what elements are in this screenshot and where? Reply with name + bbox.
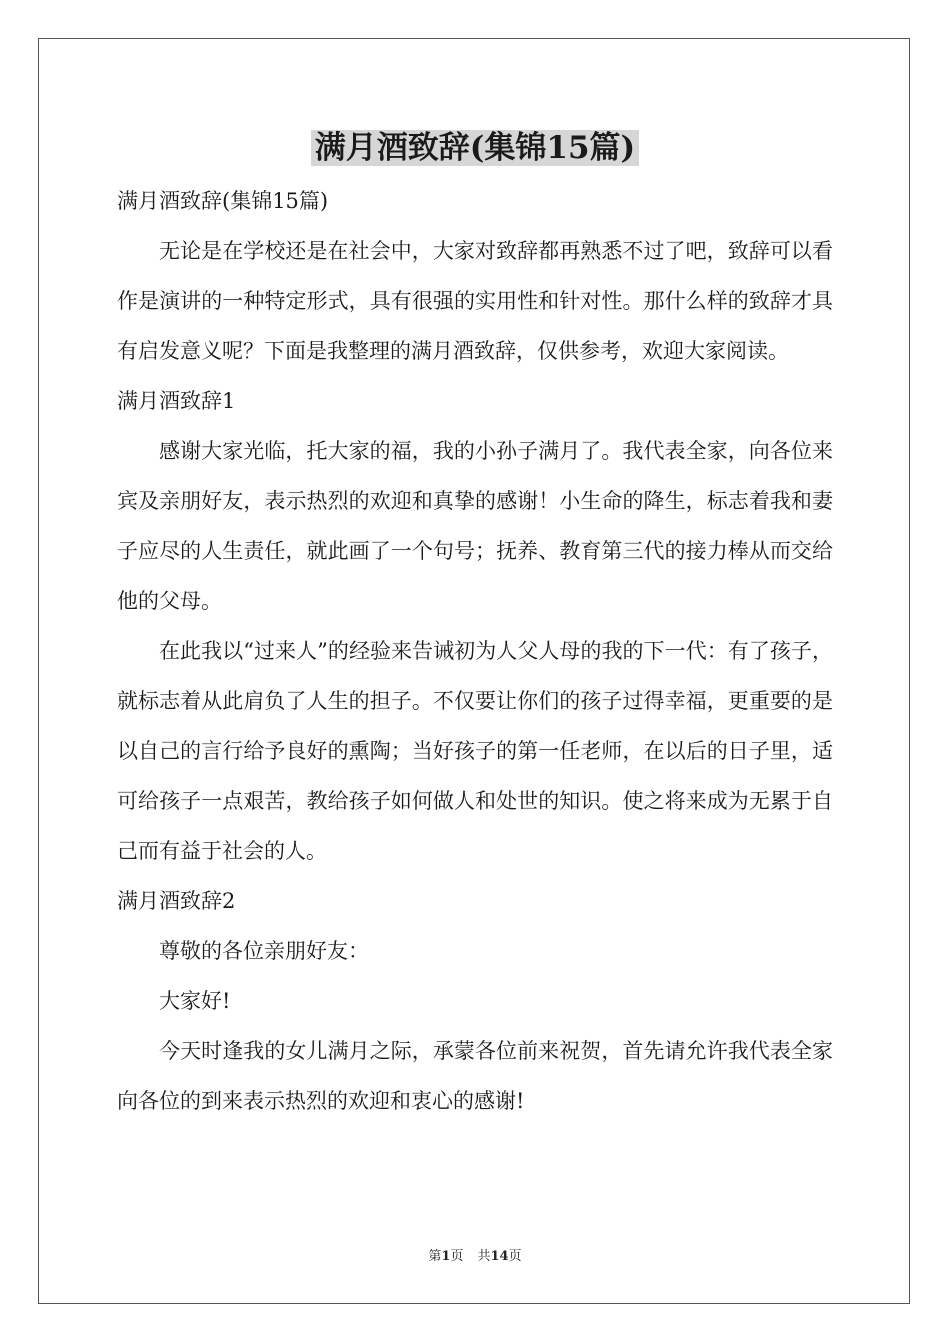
section-1-paragraph-1: 感谢大家光临，托大家的福，我的小孙子满月了。我代表全家，向各位来宾及亲朋好友，表示热烈的欢迎和真挚的感谢！小生命的降生，标志着我和妻子应尽的人生责任，就此画了一个句号；抚养、教育第三代的接力棒从而交给他的父母。	[117, 439, 833, 613]
document-body	[117, 176, 833, 1126]
document-title	[0, 128, 950, 168]
page-prefix: 第	[428, 1249, 442, 1264]
section-2-greeting: 大家好!	[159, 989, 231, 1013]
intro-paragraph: 无论是在学校还是在社会中，大家对致辞都再熟悉不过了吧，致辞可以看作是演讲的一种特定形式，具有很强的实用性和针对性。那什么样的致辞才具有启发意义呢？下面是我整理的满月酒致辞，仅供参考，欢迎大家阅读。	[117, 239, 833, 363]
total-pages: 14	[490, 1249, 509, 1264]
page-footer	[0, 1248, 950, 1266]
total-prefix: 共	[477, 1249, 491, 1264]
subtitle-heading: 满月酒致辞(集锦15篇)	[117, 189, 329, 213]
section-heading-2: 满月酒致辞2	[117, 889, 236, 913]
page-suffix: 页	[450, 1249, 464, 1264]
page-number: 1	[441, 1249, 451, 1264]
section-1-paragraph-2: 在此我以“过来人”的经验来告诫初为人父人母的我的下一代：有了孩子，就标志着从此肩负了人生的担子。不仅要让你们的孩子过得幸福，更重要的是以自己的言行给予良好的熏陶；当好孩子的第一任老师，在以后的日子里，适可给孩子一点艰苦，教给孩子如何做人和处世的知识。使之将来成为无累于自己而有益于社会的人。	[117, 639, 833, 863]
section-2-salutation: 尊敬的各位亲朋好友：	[159, 939, 369, 963]
document-title-text: 满月酒致辞(集锦15篇)	[311, 130, 639, 166]
section-2-paragraph-1: 今天时逢我的女儿满月之际，承蒙各位前来祝贺，首先请允许我代表全家向各位的到来表示热烈的欢迎和衷心的感谢!	[117, 1039, 833, 1113]
total-suffix: 页	[508, 1249, 522, 1264]
section-heading-1: 满月酒致辞1	[117, 389, 236, 413]
